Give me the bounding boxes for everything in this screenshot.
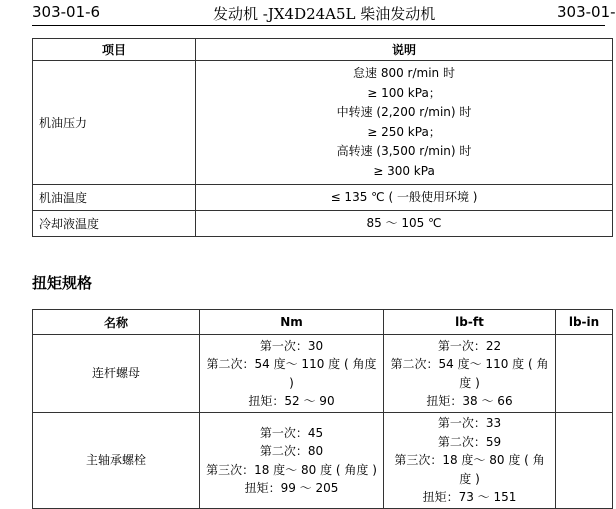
torque-line: 第一次：22 bbox=[437, 338, 502, 353]
column-header-nm: Nm bbox=[200, 310, 384, 335]
spec-line: ≥ 250 kPa； bbox=[367, 124, 441, 139]
spec-table-header-row bbox=[33, 39, 613, 61]
torque-line: 第二次：80 bbox=[259, 444, 324, 458]
torque-line: 度 ) bbox=[459, 375, 480, 390]
spec-value-oil-temperature: ≤ 135 ℃ ( 一般使用环境 ) bbox=[196, 185, 613, 211]
column-header-description: 说明 bbox=[196, 39, 613, 61]
torque-line: 第二次：59 bbox=[437, 434, 502, 449]
spec-item-coolant-temperature: 冷却液温度 bbox=[33, 211, 196, 237]
column-header-lbin: lb-in bbox=[556, 310, 613, 335]
torque-line: 第三次：18 度～ 80 度 ( 角度 ) bbox=[206, 462, 377, 477]
spec-line: 高转速 (3,500 r/min) 时 bbox=[336, 144, 472, 158]
torque-line: 扭矩：38 ～ 66 bbox=[426, 394, 513, 408]
torque-nm-conrod-nut bbox=[200, 335, 384, 413]
page-code-right: 303-01- bbox=[557, 3, 616, 21]
torque-lbin-main-bearing-bolt bbox=[556, 413, 613, 509]
table-row bbox=[33, 413, 613, 509]
torque-line: 第一次：30 bbox=[259, 338, 324, 353]
torque-lbft-conrod-nut bbox=[384, 335, 556, 413]
spec-line: 怠速 800 r/min 时 bbox=[353, 66, 455, 80]
table-row bbox=[33, 211, 613, 237]
column-header-item: 项目 bbox=[33, 39, 196, 61]
torque-line: 第二次：54 度～ 110 度 ( 角 bbox=[390, 357, 549, 371]
table-row bbox=[33, 61, 613, 185]
torque-table bbox=[32, 309, 613, 509]
page-title: 发动机 -JX4D24A5L 柴油发动机 bbox=[213, 5, 436, 23]
torque-nm-main-bearing-bolt bbox=[200, 413, 384, 509]
section-title-torque: 扭矩规格 bbox=[32, 274, 93, 292]
torque-line: 第一次：45 bbox=[259, 425, 324, 440]
torque-line: 扭矩：52 ～ 90 bbox=[248, 394, 335, 408]
page-code-left: 303-01-6 bbox=[32, 3, 101, 21]
torque-table-header-row bbox=[33, 310, 613, 335]
table-row bbox=[33, 185, 613, 211]
spec-line: 中转速 (2,200 r/min) 时 bbox=[336, 105, 472, 119]
table-row bbox=[33, 335, 613, 413]
spec-item-oil-temperature: 机油温度 bbox=[33, 185, 196, 211]
column-header-lbft: lb-ft bbox=[384, 310, 556, 335]
torque-line: 第二次：54 度～ 110 度 ( 角度 ) bbox=[206, 357, 377, 390]
spec-value-oil-pressure bbox=[196, 61, 613, 185]
column-header-name: 名称 bbox=[33, 310, 200, 335]
torque-name-conrod-nut: 连杆螺母 bbox=[33, 335, 200, 413]
torque-name-main-bearing-bolt: 主轴承螺栓 bbox=[33, 413, 200, 509]
torque-lbft-main-bearing-bolt bbox=[384, 413, 556, 509]
torque-lbin-conrod-nut bbox=[556, 335, 613, 413]
spec-value-coolant-temperature: 85 ～ 105 ℃ bbox=[196, 211, 613, 237]
torque-line: 扭矩：73 ～ 151 bbox=[422, 490, 517, 505]
spec-item-oil-pressure: 机油压力 bbox=[33, 61, 196, 185]
header-rule bbox=[32, 25, 605, 26]
spec-table bbox=[32, 38, 613, 237]
torque-line: 扭矩：99 ～ 205 bbox=[244, 481, 339, 495]
torque-line: 度 ) bbox=[459, 471, 480, 486]
spec-line: ≥ 100 kPa； bbox=[367, 85, 441, 100]
spec-line: ≥ 300 kPa bbox=[373, 163, 435, 178]
torque-line: 第一次：33 bbox=[437, 416, 502, 431]
torque-line: 第三次：18 度～ 80 度 ( 角 bbox=[394, 453, 545, 468]
